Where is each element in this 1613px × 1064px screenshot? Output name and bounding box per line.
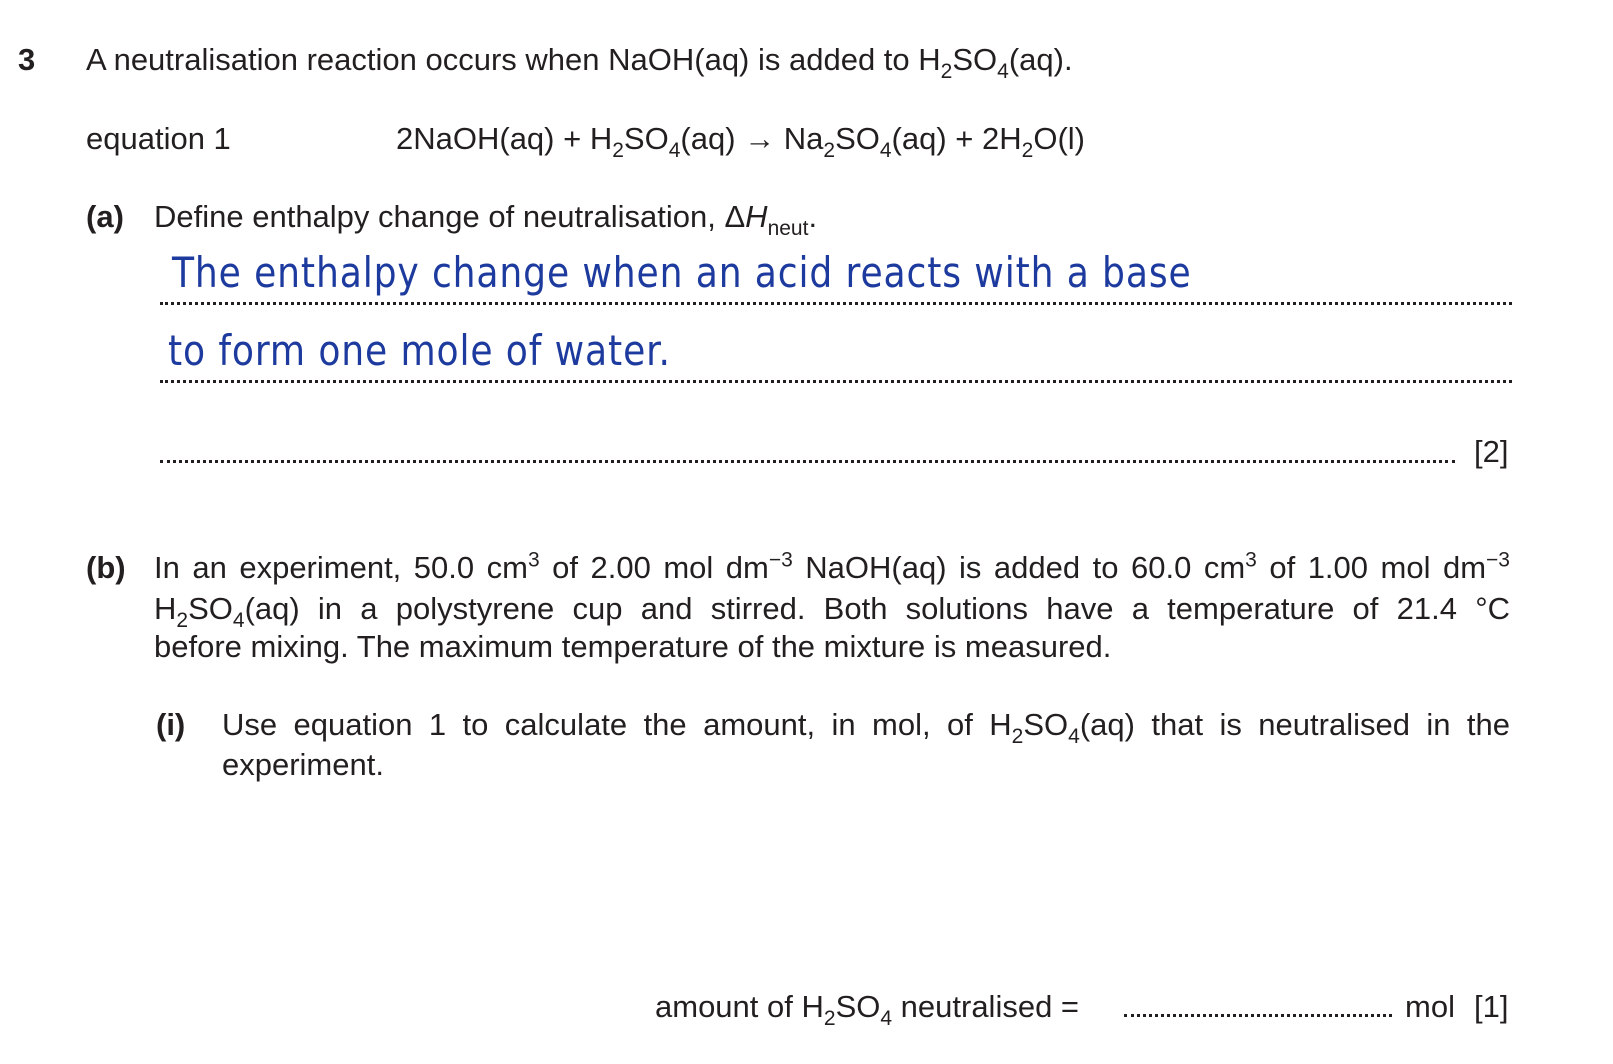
- part-b-line-3: before mixing. The maximum temperature of the mixture is measured.: [154, 629, 1112, 664]
- answer-prompt: amount of $H_2SO_4$ neutralised =: [655, 989, 1080, 1030]
- question-intro: A neutralisation reaction occurs when NaOH(aq) is added to $H_2SO_4(aq)$.: [86, 42, 1073, 83]
- part-b-i-line-1: Use equation 1 to calculate the amount, in mol, of $H_2SO_4(aq)$ that is neutralised in the: [222, 707, 1510, 748]
- handwritten-answer-line-1: The enthalpy change when an acid reacts with a base: [172, 248, 1192, 297]
- part-b-line-1: In an experiment, 50.0 $cm^3$ of 2.00 mol $dm^{-3}$ NaOH(aq) is added to 60.0 $cm^3$ of 1.00 mol $dm^{-3}$: [154, 548, 1510, 585]
- chemical-equation: 2NaOH(aq) + $H_2SO_4(aq) \to Na_2SO_4(aq) + 2H_2O(l)$: [396, 121, 1085, 162]
- part-b-line-2: $H_2SO_4(aq)$ in a polystyrene cup and stirred. Both solutions have a temperature of 21.4 °C: [154, 591, 1510, 632]
- question-number: 3: [18, 42, 36, 77]
- part-b-label: (b): [86, 550, 126, 585]
- part-a-marks: [2]: [1474, 434, 1509, 469]
- answer-line-2[interactable]: [160, 380, 1512, 383]
- part-b-i-line-2: experiment.: [222, 747, 384, 782]
- answer-line-1[interactable]: [160, 302, 1512, 305]
- part-a-question: Define enthalpy change of neutralisation, $\Delta H_{neut}$.: [154, 199, 818, 240]
- equation-label: equation 1: [86, 121, 231, 156]
- answer-unit: mol: [1405, 989, 1455, 1024]
- part-b-i-label: (i): [156, 707, 186, 742]
- amount-answer-field[interactable]: [1124, 1014, 1392, 1017]
- answer-line-3[interactable]: [160, 460, 1455, 463]
- part-b-i-marks: [1]: [1474, 989, 1509, 1024]
- part-a-label: (a): [86, 199, 124, 234]
- handwritten-answer-line-2: to form one mole of water.: [168, 326, 671, 375]
